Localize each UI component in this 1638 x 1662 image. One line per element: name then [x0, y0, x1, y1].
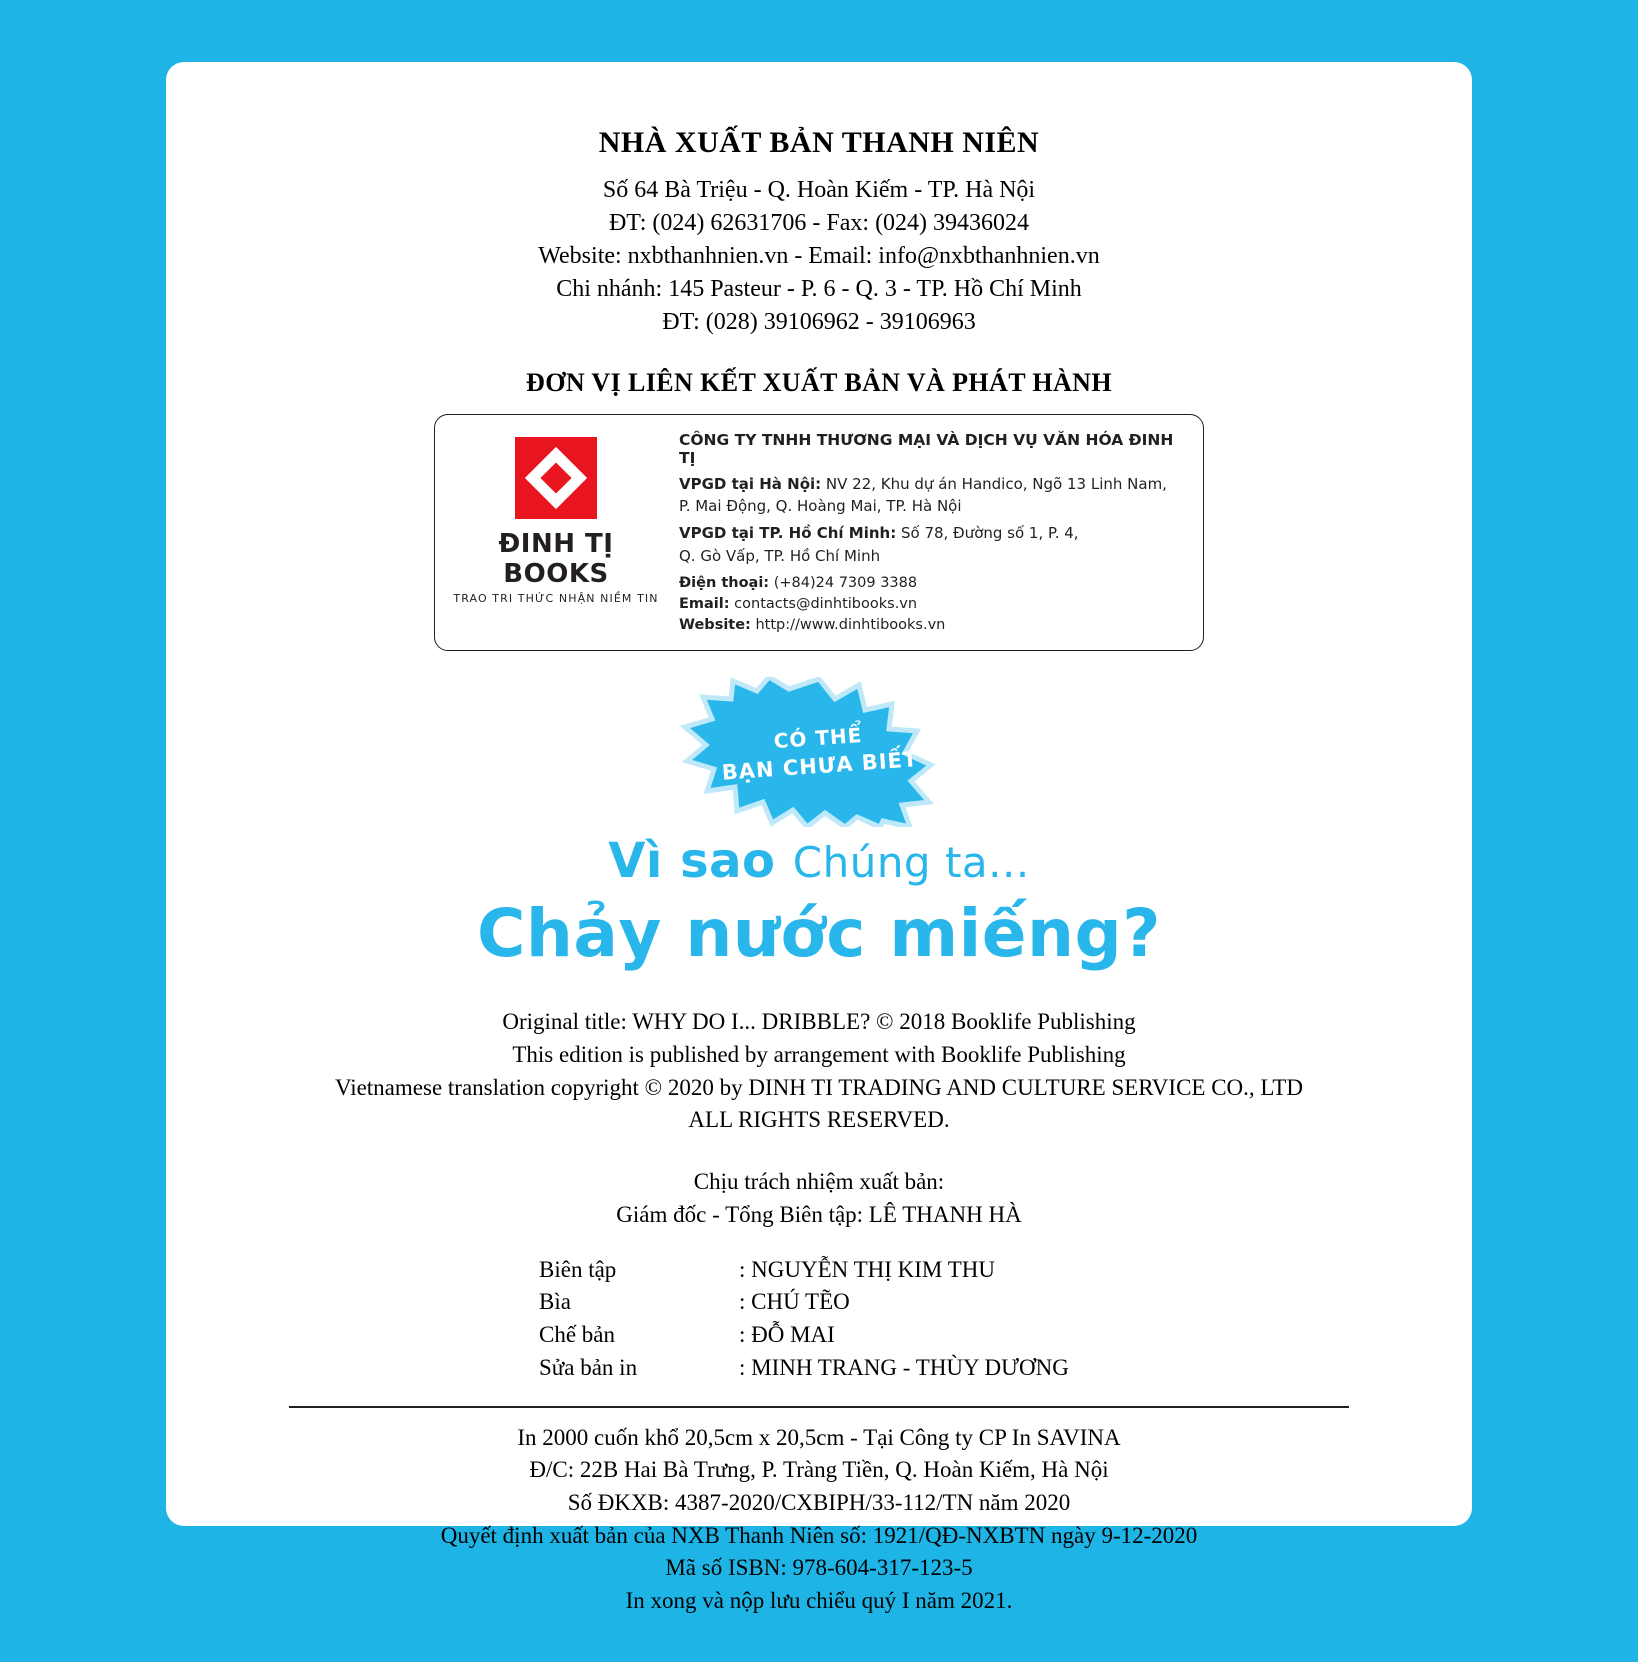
dinh-ti-diamond-icon	[515, 437, 597, 519]
responsibility-line-1: Chịu trách nhiệm xuất bản:	[693, 1168, 945, 1194]
book-title-line-2: Chảy nước miếng?	[476, 895, 1162, 973]
copyright-line-4: ALL RIGHTS RESERVED.	[688, 1107, 950, 1133]
book-title	[226, 833, 1412, 972]
responsibility-block	[226, 1165, 1412, 1232]
badge-line-2: BẠN CHƯA BIẾT	[721, 747, 919, 786]
partner-email	[679, 594, 1187, 615]
partner-logo-tagline: TRAO TRI THỨC NHẬN NIỀM TIN	[453, 591, 659, 605]
credits-role: Chế bản	[539, 1321, 616, 1347]
publisher-phone-line: ĐT: (024) 62631706 - Fax: (024) 39436024	[608, 210, 1030, 237]
publisher-block	[226, 126, 1412, 340]
partner-phone-value: (+84)24 7309 3388	[769, 575, 918, 592]
partner-email-value[interactable]: contacts@dinhtibooks.vn	[729, 596, 918, 613]
credits-list	[539, 1254, 1099, 1385]
partner-info	[679, 427, 1187, 637]
printing-line-4: Quyết định xuất bản của NXB Thanh Niên số: 1921/QĐ-NXBTN ngày 9-12-2020	[440, 1522, 1198, 1548]
credits-value: : CHÚ TẼO	[739, 1289, 850, 1315]
printing-line-2: Đ/C: 22B Hai Bà Trưng, P. Tràng Tiền, Q. Hoàn Kiếm, Hà Nội	[529, 1457, 1109, 1483]
printing-line-6: In xong và nộp lưu chiểu quý I năm 2021.	[625, 1588, 1013, 1614]
credits-role: Bìa	[539, 1289, 571, 1315]
printing-line-1: In 2000 cuốn khổ 20,5cm x 20,5cm - Tại Công ty CP In SAVINA	[517, 1424, 1121, 1450]
partner-company-name: CÔNG TY TNHH THƯƠNG MẠI VÀ DỊCH VỤ VĂN HÓA ĐINH TỊ	[679, 430, 1174, 467]
credits-row	[539, 1352, 1099, 1385]
publisher-name: NHÀ XUẤT BẢN THANH NIÊN	[598, 126, 1040, 159]
printing-block	[226, 1422, 1412, 1618]
imprint-page	[166, 62, 1472, 1614]
partner-office-hanoi-line1: NV 22, Khu dự án Handico, Ngõ 13 Linh Nam,	[821, 474, 1167, 493]
printing-line-3: Số ĐKXB: 4387-2020/CXBIPH/33-112/TN năm 2020	[567, 1490, 1071, 1516]
book-title-soft: Chúng ta...	[792, 838, 1030, 888]
partner-office-hcm	[679, 523, 1187, 544]
partner-office-hcm-line2: Q. Gò Vấp, TP. Hồ Chí Minh	[679, 546, 881, 565]
credits-value: : MINH TRANG - THÙY DƯƠNG	[739, 1354, 1069, 1380]
series-badge	[226, 677, 1412, 827]
credits-role: Sửa bản in	[539, 1354, 638, 1380]
partner-office-hcm-line1: Số 78, Đường số 1, P. 4,	[896, 523, 1079, 542]
partner-office-hcm-label: VPGD tại TP. Hồ Chí Minh:	[679, 523, 897, 542]
publisher-web-line: Website: nxbthanhnien.vn - Email: info@nxbthanhnien.vn	[538, 243, 1100, 270]
partner-logo	[451, 427, 661, 605]
partner-website-value[interactable]: http://www.dinhtibooks.vn	[750, 617, 946, 634]
credits-value: : NGUYỄN THỊ KIM THU	[739, 1256, 995, 1282]
book-title-line-1	[226, 833, 1412, 889]
badge-text	[674, 668, 964, 837]
copyright-line-3: Vietnamese translation copyright © 2020 by DINH TI TRADING AND CULTURE SERVICE CO., LTD	[334, 1074, 1304, 1100]
partner-website	[679, 615, 1187, 636]
publisher-branch-phone-line: ĐT: (028) 39106962 - 39106963	[662, 309, 976, 336]
credits-row	[539, 1286, 1099, 1319]
partner-phone	[679, 573, 1187, 594]
publisher-branch-line: Chi nhánh: 145 Pasteur - P. 6 - Q. 3 - TP. Hồ Chí Minh	[556, 276, 1082, 303]
partner-office-hanoi	[679, 474, 1187, 495]
partner-box	[434, 414, 1204, 652]
publisher-address-line: Số 64 Bà Triệu - Q. Hoàn Kiếm - TP. Hà Nội	[602, 177, 1036, 203]
badge-line-1: CÓ THỂ	[772, 723, 864, 754]
partner-office-hanoi-line2: P. Mai Động, Q. Hoàng Mai, TP. Hà Nội	[679, 497, 962, 516]
starburst-icon	[679, 677, 959, 827]
partner-logo-name: ĐINH TỊ BOOKS	[498, 528, 614, 589]
copyright-line-2: This edition is published by arrangement with Booklife Publishing	[512, 1042, 1126, 1067]
credits-value: : ĐỖ MAI	[739, 1321, 835, 1347]
partner-section-title: ĐƠN VỊ LIÊN KẾT XUẤT BẢN VÀ PHÁT HÀNH	[526, 367, 1112, 397]
printing-isbn: Mã số ISBN: 978-604-317-123-5	[665, 1555, 973, 1581]
divider	[289, 1406, 1349, 1408]
partner-office-hanoi-label: VPGD tại Hà Nội:	[679, 474, 822, 493]
credits-row	[539, 1254, 1099, 1287]
responsibility-line-2: Giám đốc - Tổng Biên tập: LÊ THANH HÀ	[616, 1202, 1022, 1228]
copyright-block	[226, 1006, 1412, 1137]
credits-row	[539, 1319, 1099, 1352]
partner-website-label: Website:	[679, 617, 751, 634]
copyright-line-1: Original title: WHY DO I... DRIBBLE? © 2018 Booklife Publishing	[502, 1009, 1136, 1035]
book-title-strong: Vì sao	[608, 833, 776, 890]
credits-role: Biên tập	[539, 1256, 617, 1282]
partner-email-label: Email:	[679, 596, 730, 613]
partner-phone-label: Điện thoại:	[679, 575, 770, 592]
